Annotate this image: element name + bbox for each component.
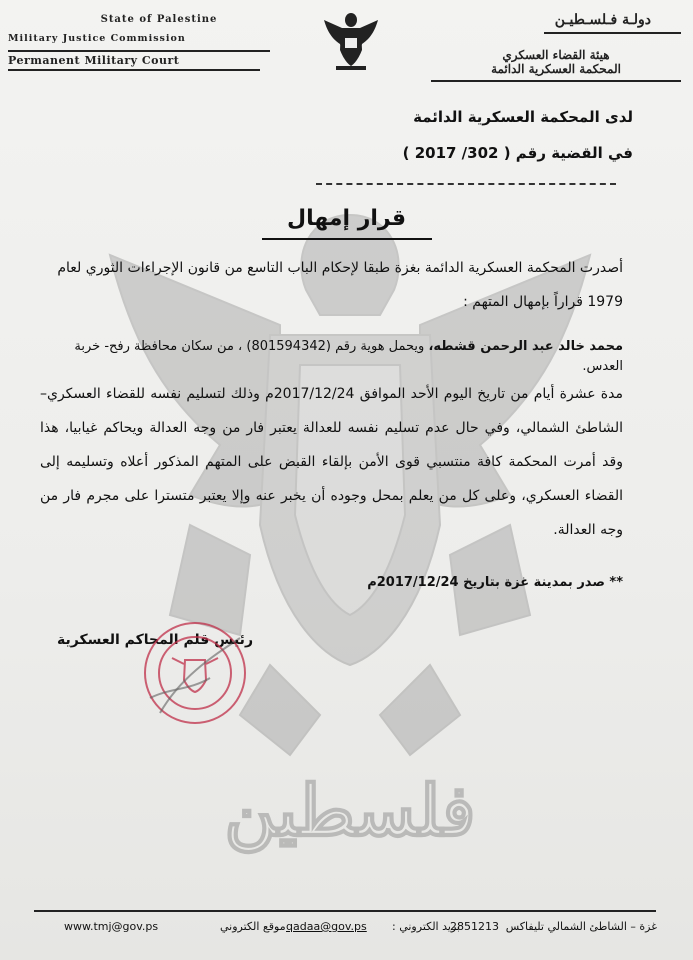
fax-number: 2851213 xyxy=(450,920,499,933)
accused-line xyxy=(40,337,623,377)
title-underline xyxy=(262,238,432,240)
case-number: في القضية رقم ( 302/ 2017 ) xyxy=(402,144,633,162)
court-line: لدى المحكمة العسكرية الدائمة xyxy=(413,108,633,126)
website-link[interactable]: www.tmj@gov.ps xyxy=(64,920,159,933)
document-title: قرار إمهال xyxy=(287,206,406,231)
letterhead-english xyxy=(8,14,270,71)
signature-title: رئيس قلم المحاكم العسكرية xyxy=(56,632,253,648)
accused-name: محمد خالد عبد الرحمن قشطه، xyxy=(428,339,623,354)
letterhead-arabic xyxy=(431,12,681,82)
footer xyxy=(40,920,657,940)
email-link[interactable]: qadaa@gov.ps xyxy=(286,920,367,933)
en-court: Permanent Military Court xyxy=(8,54,180,67)
divider xyxy=(544,32,682,34)
ar-court: المحكمة العسكرية الدائمة xyxy=(491,62,621,76)
watermark-text: فلسطين xyxy=(224,769,476,852)
email-label: بريد الكتروني : xyxy=(392,920,461,933)
address: غزة – الشاطئ الشمالي تليفاكس xyxy=(505,920,657,933)
dashed-divider xyxy=(316,183,616,185)
intro-line-2: 1979 قراراً بإمهال المتهم : xyxy=(463,294,623,310)
accused-details: ويحمل هوية رقم (801594342) ، من سكان محافظة رفح- خربة العدس. xyxy=(74,339,623,374)
divider xyxy=(8,50,270,52)
divider xyxy=(8,69,260,71)
ar-state: دولـة فـلسـطيـن xyxy=(554,12,651,28)
palestine-eagle-emblem-icon xyxy=(322,10,380,72)
intro-line-1: أصدرت المحكمة العسكرية الدائمة بغزة طبقا لإحكام الباب التاسع من قانون الإجراءات الثوري لعام xyxy=(57,260,623,276)
official-stamp-icon xyxy=(140,618,250,728)
en-state: State of Palestine xyxy=(100,14,218,25)
decision-body: مدة عشرة أيام من تاريخ اليوم الأحد الموافق 2017/12/24م وذلك لتسليم نفسه للقضاء العسكري– الشاطئ الشمالي، وفي حال عدم تسليم نفسه للعدالة يعتبر فار من وجه العدالة ويحاكم غيابيا، هذا وقد أمرت المحكمة كافة منتسبي قوى الأمن بإلقاء القبض على المتهم المذكور أعلاه وتسليمه إلى القضاء العسكري، وعلى كل من يعلم بمحل وجوده أن يخبر عنه وإلا يعتبر متسترا على مجرم فار من وجه العدالة. xyxy=(40,386,623,538)
en-commission: Military Justice Commission xyxy=(8,33,186,44)
divider xyxy=(431,80,681,82)
ar-commission: هيئة القضاء العسكري xyxy=(502,48,610,62)
website-label: موقع الكتروني xyxy=(220,920,286,933)
footer-divider xyxy=(34,910,656,912)
issued-date: ** صدر بمدينة غزة بتاريخ 2017/12/24م xyxy=(367,575,623,590)
